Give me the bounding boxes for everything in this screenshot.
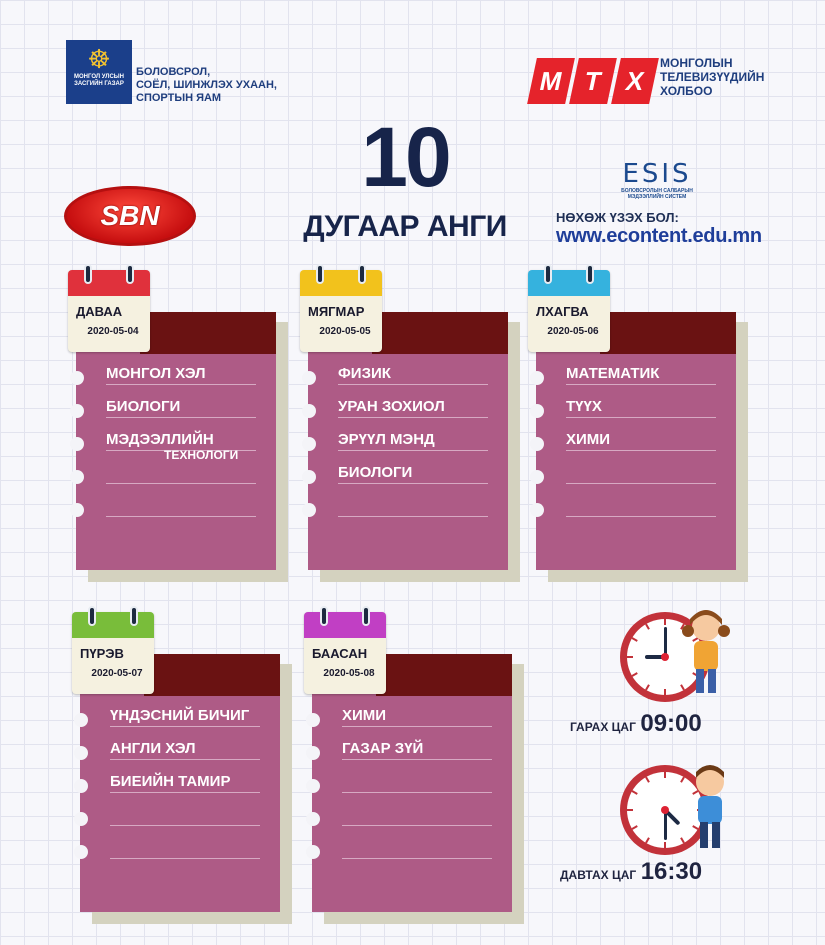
ruled-line <box>110 858 260 859</box>
binder-hole <box>530 404 544 418</box>
subject-item: БИОЛОГИ <box>106 398 181 415</box>
ruled-line <box>338 450 488 451</box>
ruled-line <box>566 417 716 418</box>
ruled-line <box>110 726 260 727</box>
ring-icon <box>316 264 324 284</box>
ruled-line <box>106 516 256 517</box>
ring-icon <box>586 264 594 284</box>
subject-item: АНГЛИ ХЭЛ <box>110 740 196 757</box>
binder-hole <box>302 503 316 517</box>
ring-icon <box>544 264 552 284</box>
clock-tick <box>645 837 650 843</box>
clock-tick <box>664 842 666 848</box>
subject-item: ХИМИ <box>566 431 611 448</box>
clock-tick <box>627 656 633 658</box>
calendar-tab-top <box>72 612 154 638</box>
ruled-line <box>342 726 492 727</box>
calendar-tab <box>300 270 382 352</box>
mtx-letter: Т <box>569 58 617 104</box>
esis-subtitle: БОЛОВСРОЛЫН САЛБАРЫН МЭДЭЭЛЛИЙН СИСТЕМ <box>621 188 693 200</box>
binder-hole <box>74 779 88 793</box>
card-header-bar <box>372 312 508 354</box>
ministry-emblem-logo <box>66 40 132 104</box>
calendar-tab <box>72 612 154 694</box>
subject-item: ҮНДЭСНИЙ БИЧИГ <box>110 707 250 724</box>
card-header-bar <box>144 654 280 696</box>
day-date: 2020-05-08 <box>323 668 375 679</box>
binder-hole <box>306 845 320 859</box>
esis-logo <box>612 160 702 200</box>
day-card <box>528 262 748 582</box>
ruled-line <box>342 759 492 760</box>
mtx-letter: Х <box>611 58 659 104</box>
subject-item: ГАЗАР ЗҮЙ <box>342 740 424 757</box>
binder-hole <box>74 713 88 727</box>
ministry-name: БОЛОВСРОЛ, СОЁЛ, ШИНЖЛЭХ УХААН, СПОРТЫН ЯАМ <box>136 66 277 104</box>
clock-tick <box>632 825 638 830</box>
mtx-logo <box>532 58 654 104</box>
ring-icon <box>130 606 138 626</box>
ruled-line <box>338 516 488 517</box>
calendar-tab-top <box>300 270 382 296</box>
ruled-line <box>342 858 492 859</box>
ring-icon <box>126 264 134 284</box>
repeat-time-value: 16:30 <box>640 858 703 885</box>
binder-hole <box>70 404 84 418</box>
ruled-line <box>338 483 488 484</box>
clock-tick <box>645 624 650 630</box>
calendar-tab <box>68 270 150 352</box>
air-time-value: 09:00 <box>640 710 702 737</box>
ring-icon <box>358 264 366 284</box>
binder-hole <box>302 470 316 484</box>
day-name: ДАВАА <box>76 304 123 319</box>
binder-hole <box>530 503 544 517</box>
clock-tick <box>645 777 650 783</box>
subject-item: МАТЕМАТИК <box>566 365 660 382</box>
day-date: 2020-05-05 <box>319 326 371 337</box>
mtx-name: МОНГОЛЫН ТЕЛЕВИЗҮҮДИЙН ХОЛБОО <box>660 56 765 98</box>
subject-item: ФИЗИК <box>338 365 391 382</box>
binder-hole <box>70 437 84 451</box>
binder-hole <box>530 470 544 484</box>
mtx-letter: М <box>527 58 575 104</box>
repeat-time-label: ДАВТАХ ЦАГ <box>560 868 637 882</box>
clock-minute-hand <box>664 810 667 840</box>
clock-tick <box>664 619 666 625</box>
clock-tick <box>680 837 685 843</box>
day-card <box>68 262 288 582</box>
clock-tick <box>632 637 638 642</box>
day-card <box>72 604 292 924</box>
esis-word: ESIS <box>622 159 692 189</box>
binder-hole <box>74 746 88 760</box>
ruled-line <box>338 384 488 385</box>
subject-item: БИЕИЙН ТАМИР <box>110 773 231 790</box>
binder-hole <box>74 812 88 826</box>
day-card <box>300 262 520 582</box>
binder-hole <box>70 503 84 517</box>
binder-hole <box>302 404 316 418</box>
clock-tick <box>645 684 650 690</box>
binder-hole <box>306 713 320 727</box>
ruled-line <box>342 825 492 826</box>
binder-hole <box>530 371 544 385</box>
day-name: БААСАН <box>312 646 368 661</box>
ruled-line <box>110 792 260 793</box>
ruled-line <box>110 825 260 826</box>
day-name: ЛХАГВА <box>536 304 589 319</box>
day-date: 2020-05-04 <box>87 326 139 337</box>
ring-icon <box>88 606 96 626</box>
subject-item: ЭРҮҮЛ МЭНД <box>338 431 435 448</box>
calendar-tab-top <box>528 270 610 296</box>
clock-tick <box>664 772 666 778</box>
sbn-logo-text: SBN <box>100 200 160 231</box>
binder-hole <box>306 779 320 793</box>
ring-icon <box>362 606 370 626</box>
binder-hole <box>306 746 320 760</box>
ruled-line <box>566 384 716 385</box>
calendar-tab <box>528 270 610 352</box>
binder-hole <box>74 845 88 859</box>
binder-hole <box>306 812 320 826</box>
calendar-tab <box>304 612 386 694</box>
clock-tick <box>664 689 666 695</box>
subject-item: МЭДЭЭЛЛИЙН <box>106 431 214 448</box>
card-header-bar <box>600 312 736 354</box>
card-header-bar <box>140 312 276 354</box>
subject-item-continuation: ТЕХНОЛОГИ <box>164 448 239 462</box>
calendar-tab-top <box>304 612 386 638</box>
ruled-line <box>106 483 256 484</box>
subject-item: МОНГОЛ ХЭЛ <box>106 365 206 382</box>
subject-item: ТҮҮХ <box>566 398 602 415</box>
ruled-line <box>106 384 256 385</box>
binder-hole <box>70 371 84 385</box>
binder-hole <box>302 437 316 451</box>
binder-hole <box>302 371 316 385</box>
clock-tick <box>632 790 638 795</box>
ring-icon <box>320 606 328 626</box>
soyombo-icon: ☸ <box>87 44 111 74</box>
card-header-bar <box>376 654 512 696</box>
ruled-line <box>338 417 488 418</box>
grade-number: 10 <box>361 110 449 204</box>
clock-tick <box>632 672 638 677</box>
ministry-emblem-caption: МОНГОЛ УЛСЫН ЗАСГИЙН ГАЗАР <box>74 74 124 87</box>
air-time-label: ГАРАХ ЦАГ <box>570 720 636 734</box>
sbn-logo <box>64 186 196 246</box>
ruled-line <box>106 417 256 418</box>
day-date: 2020-05-06 <box>547 326 599 337</box>
ring-icon <box>84 264 92 284</box>
girl-illustration <box>680 605 734 701</box>
clock-tick <box>680 777 685 783</box>
day-date: 2020-05-07 <box>91 668 143 679</box>
subject-item: ХИМИ <box>342 707 387 724</box>
ruled-line <box>566 516 716 517</box>
ruled-line <box>566 450 716 451</box>
clock-center <box>661 653 669 661</box>
clock-center <box>661 806 669 814</box>
ruled-line <box>566 483 716 484</box>
ruled-line <box>110 759 260 760</box>
binder-hole <box>70 470 84 484</box>
subject-item: УРАН ЗОХИОЛ <box>338 398 445 415</box>
calendar-tab-top <box>68 270 150 296</box>
grade-label: ДУГААР АНГИ <box>303 210 507 243</box>
clock-tick <box>627 809 633 811</box>
binder-hole <box>530 437 544 451</box>
boy-illustration <box>686 760 736 856</box>
day-name: МЯГМАР <box>308 304 365 319</box>
subject-item: БИОЛОГИ <box>338 464 413 481</box>
ruled-line <box>342 792 492 793</box>
econtent-label: НӨХӨЖ ҮЗЭХ БОЛ: <box>556 210 679 225</box>
econtent-url-link[interactable]: www.econtent.edu.mn <box>556 225 762 247</box>
day-name: ПҮРЭВ <box>80 646 124 661</box>
day-card <box>304 604 524 924</box>
